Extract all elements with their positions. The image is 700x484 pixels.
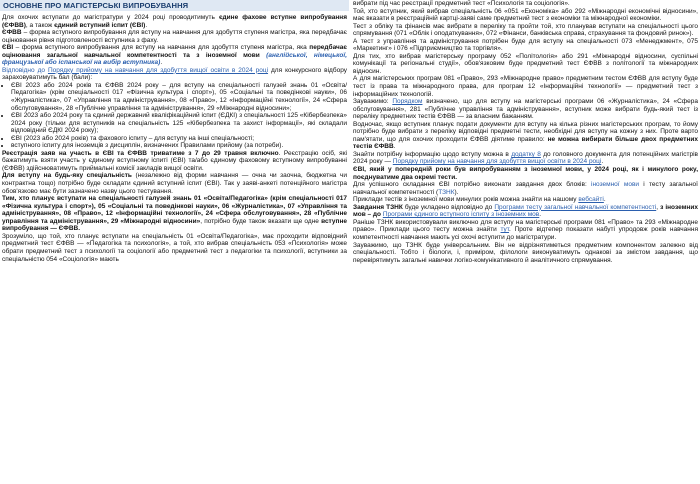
text-run: Реєстрація заяв на участь в ЄВІ та ЄФВВ триватиме з 7 до 29 травня включно	[2, 149, 279, 157]
left-column	[0, 0, 349, 484]
text-run: Для успішного складання ЄВІ потрібно виконати завдання двох блоків:	[353, 181, 592, 189]
appendix-paragraph	[353, 151, 698, 166]
text-run: Для охочих вступати до магістратури у 2024 році проводитимуть	[2, 14, 219, 21]
text-run: (незалежно від форми навчання — очна чи заочна, бюджетна чи контрактна тощо) потрібно буде складати єдиний вступний іспит (ЄВІ). Так у заяві-анкеті потенційного магістра обов'язково має бути зазначено назву цього тестування.	[2, 172, 347, 195]
text-run: Тест з обліку та фінансів має вибрати в переліку та пройти той, хто планував вступати на спеціальності цього спрямування (071 «Облік і оподаткування», 072 «Фінанси, банківська справа, страхування та фондовий ринок»).	[353, 22, 698, 38]
text-run: Для вступу на будь-яку спеціальність	[2, 172, 132, 180]
text-run: ЄВІ, який у попередній роки був випробуванням з іноземної мови, у 2024 році, як і минулого року, поєднуватиме два окремі тести.	[353, 166, 698, 181]
registration-paragraph	[2, 150, 347, 173]
inline-link[interactable]: тут	[500, 226, 510, 234]
text-run: вступне випробування — ЄФВВ.	[2, 217, 347, 233]
inline-link[interactable]: Порядком	[392, 98, 423, 106]
text-run: , а також	[25, 21, 55, 29]
text-run: .	[603, 196, 606, 204]
inline-link[interactable]: Програми єдиного вступного іспиту з іноземних мов	[382, 211, 540, 219]
text-run: Той, хто вступник, який вибрав спеціальність 06 «051 «Економіка» або 292 «Міжнародні економічні відносини», має вказати в реєстраційній картці-заяві саме предметний тест з економіки та міжнародної економіки.	[353, 7, 698, 23]
text-run: з іноземних мов – до	[353, 203, 698, 219]
score-bullet-list	[2, 82, 347, 150]
text-run: ЄВІ (2023 або 2024 років) та фахового іспиту – для вступу на інші спеціальності;	[11, 134, 255, 142]
political-science-paragraph	[353, 53, 698, 76]
management-paragraph	[353, 38, 698, 53]
section-heading: ОСНОВНЕ ПРО МАГІСТЕРСЬКІ ВИПРОБУВАННЯ	[0, 0, 349, 11]
right-column	[351, 0, 700, 484]
inline-link[interactable]: додатку 8	[511, 150, 541, 158]
admission-order-paragraph	[2, 67, 347, 82]
text-run: ЄФВВ	[2, 29, 22, 37]
efvv-definition-paragraph	[2, 29, 347, 44]
text-run: ЄВІ	[2, 44, 14, 52]
inline-link[interactable]: вебсайті	[578, 196, 604, 204]
text-run: єдиний вступний іспит (ЄВІ)	[54, 21, 146, 29]
text-run: ).	[454, 188, 459, 196]
text-run: . Проте відтепер показати набуті упродовж років навчання компетентності навчання мають усі охочі вступити до магістратури.	[353, 226, 698, 241]
text-run: (англійської, німецької, французької або іспанської на вибір вступника)	[2, 51, 347, 67]
text-run: визначено, що для вступу на магістерські програми 06 «Журналістика», 24 «Сфера обслуговування», 281 «Публічне управління та адміністрування», вступник може вибрати будь-який тест із переліку предметних тестів ЄФВВ — за власним бажанням.	[353, 98, 698, 121]
text-run: – форма вступного випробування для вступу на навчання для здобуття ступеня магістра, яка передбачає оцінювання рівня підготовленості вступника з фаху.	[2, 29, 347, 44]
text-run: Приклади тестів з іноземної мови минулих років можна знайти на нашому	[353, 196, 579, 204]
text-run: і тесту загальної навчальної компетентності (	[353, 181, 698, 196]
economics-paragraph	[353, 8, 698, 23]
text-run: до головного документа для потенційних магістрів 2024 року —	[353, 150, 698, 166]
text-run: Зрозуміло, що той, хто планує вступати на спеціальність 01 «Освіта/Педагогіка», має проходити відповідний предметний тест ЄФВВ — «Педагогіка та психологія», а той, хто вибрав спеціальність 053 «Психологія» може обрати предметний тест з психології та соціології або предметний тест з педагогіки та психології, вступники за спеціальністю 054 «Соціологія» мають	[2, 232, 347, 263]
text-run: єдине фахове вступне випробування (ЄФВВ)	[2, 14, 347, 29]
accounting-finance-paragraph	[353, 23, 698, 38]
multiple-programs-paragraph	[353, 121, 698, 151]
evi-definition-paragraph	[2, 44, 347, 67]
tests-explanation-paragraph	[2, 233, 347, 263]
text-run: не можна вибирати більше двох предметних тестів ЄФВВ	[353, 135, 698, 151]
inline-link[interactable]: Порядку прийому на навчання для здобуття вищої освіти в 2024 році	[392, 158, 602, 166]
tznk-history-paragraph	[353, 219, 698, 242]
text-run: .	[145, 21, 148, 29]
text-run: передбачає оцінювання загальної навчальної компетентності та з іноземної мови	[2, 44, 347, 59]
intro-paragraph	[2, 14, 347, 29]
text-run: .	[539, 211, 542, 219]
text-run: – форма вступного випробування для вступу на навчання для здобуття ступеня магістра, яка	[13, 44, 310, 52]
text-run: ,	[656, 203, 661, 211]
text-run: Для тих, хто вибрав магістерську програму 052 «Політологія» або 291 «Міжнародні відносини, суспільні комунікації та регіональні студії», обов'язковим буде предметний тест ЄФВВ з політології та міжнародних відносин.	[353, 52, 698, 75]
text-run: А для магістерських програм 081 «Право», 293 «Міжнародне право» предметним тестом ЄФВВ для вступу буде тест із права та міжнародного права, для програм 12 «Інформаційні технології» — предметний тест з інформаційних технологій.	[353, 75, 698, 98]
text-run: іноземної мови	[591, 181, 640, 189]
tznk-tasks-paragraph	[353, 204, 698, 219]
text-run: , потрібно буде також вказати ще одне	[200, 217, 322, 225]
score-bullet-4	[11, 142, 347, 150]
law-paragraph	[353, 75, 698, 98]
text-run: буде укладено відповідно до	[402, 203, 495, 211]
text-run: .	[160, 59, 163, 67]
text-run: Зауважимо:	[353, 98, 393, 106]
text-run: Зауважимо, що ТЗНК буде універсальним. Він не відрізнятиметься предметним компонентом залежно від спеціальності. Тобто і біологи, і, приміром, філологи виконуватимуть однакові за змістом завдання, що перевірятимуть загальні навички логіко-комунікативного й аналітичного спрямування.	[353, 241, 698, 264]
text-run: ЄВІ 2023 або 2024 року та єдиний державний кваліфікаційний іспит (ЄДКІ) з спеціальності 125 «Кібербезпека» 2024 року (тільки для вступників на спеціальність 125 «Кібербезпека та захист інформації», які складали відповідний ЄДКІ 2024 року);	[11, 112, 347, 135]
inline-link[interactable]: Порядку прийому на навчання для здобуття вищої освіти в 2024 році	[47, 66, 269, 74]
text-run: А тест з управління та адміністрування потрібен буде для вступу на спеціальності 073 «Менеджмент», 075 «Маркетинг» і 076 «Підприємництво та торгівля».	[353, 37, 698, 53]
inline-link[interactable]: Програми тесту загальної навчальної компетентності	[494, 203, 657, 211]
text-run: вибрати під час реєстрації предметний тест «Психологія та соціологія».	[353, 0, 570, 7]
psychology-sociology-paragraph	[353, 0, 698, 8]
tznk-universal-paragraph	[353, 242, 698, 265]
text-run: Водночас, якщо вступник планує подати документи для вступу на кілька різних магістерських програм, то йому потрібно буде вибрати з переліку відповідні предметні тести, необхідні для вступу на кожну з них. Проте варто пам'ятати, що для охочих проходити ЄФВВ діятиме правило:	[353, 120, 698, 143]
text-run: . Реєстрацію осіб, які бажатимуть взяти участь у єдиному вступному іспиті (ЄВІ) та/або єдиному фаховому вступному випробуванні (ЄФВВ) здійснюватимуть приймальні комісії закладів вищої освіти.	[2, 149, 347, 172]
text-run: Раніше ТЗНК використовували виключно для вступу на магістерські програми 081 «Право» та 293 «Міжнародне право». Приклади цього тесту можна знайти	[353, 218, 698, 234]
score-bullet-2	[11, 112, 347, 135]
evi-blocks-paragraph	[353, 181, 698, 196]
examples-paragraph	[353, 196, 698, 204]
note-paragraph	[353, 98, 698, 121]
efvv-specialties-paragraph	[2, 195, 347, 233]
text-run: ТЗНК	[438, 188, 455, 196]
evi-two-tests-paragraph	[353, 166, 698, 181]
any-specialty-paragraph	[2, 172, 347, 195]
text-run: Знайти потрібну інформацію щодо вступу можна в	[353, 150, 512, 158]
text-run: Завдання ТЗНК	[353, 203, 403, 211]
text-run: .	[393, 143, 396, 151]
text-run: Тим, хто планує вступати на спеціальності галузей знань 01 «Освіта/Педагогіка» (крім спеціальності 017 «Фізична культура і спорт»), 05 «Соціальні та поведінкові науки», 06 «Журналістика», 07 «Управління та адміністрування», 08 «Право», 12 «Інформаційні технології», 24 «Сфера обслуговування», 28 «Публічне управління та адміністрування», 29 «Міжнародні відносини»	[2, 195, 347, 225]
score-bullet-1	[11, 82, 347, 112]
text-run: ЄВІ 2023 або 2024 років та ЄФВВ 2024 року – для вступу на спеціальності галузей знань 01 «Освіта/Педагогіка» (крім спеціальності 017 «Фізична культура і спорт»), 05 «Соціальні та поведінкові науки», 06 «Журналістика», 07 «Управління та адміністрування», 08 «Право», 12 «Інформаційні технології», 24 «Сфера обслуговування», 28 «Публічне управління та адміністрування», 29 «Міжнародні відносини»;	[11, 81, 347, 112]
text-run: Відповідно до	[2, 66, 48, 74]
text-run: для конкурсного відбору зараховуватимуть бал (бали):	[2, 66, 347, 82]
text-run: .	[601, 158, 604, 166]
text-run: вступного іспиту для іноземців з дисциплін, визначених Правилами прийому (за потреби).	[11, 142, 284, 150]
